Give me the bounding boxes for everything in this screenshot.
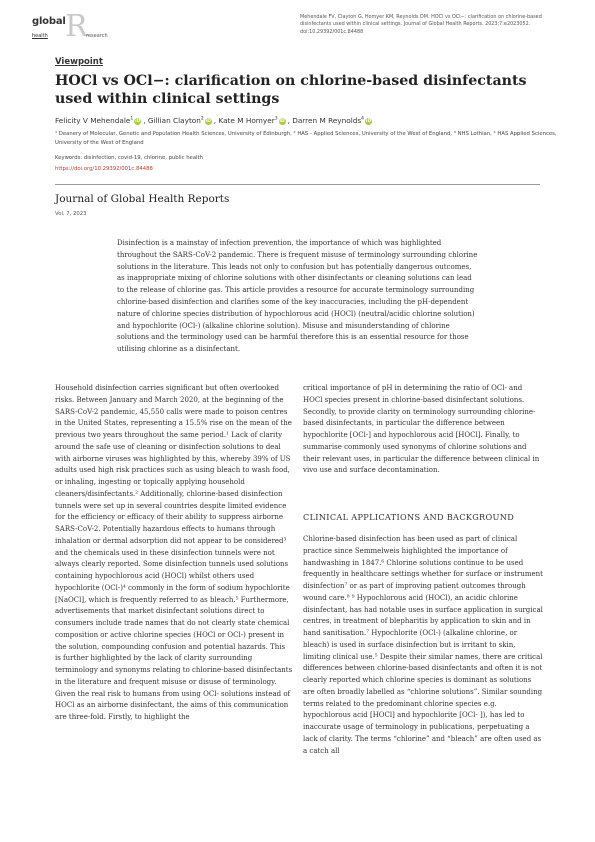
- author-name: Darren M Reynolds: [292, 116, 362, 125]
- body-column-left: Household disinfection carries significant but often overlooked risks. Between January and March 2020, at the beginning of the SARS-CoV-2 pandemic, 45,550 calls were made to poison centres in the United States, representing a 15.5% rise on the mean of the previous two years throughout the same period.¹ Lack of clarity around the safe use of cleaning or disinfection solutions to deal with airborne viruses was highlighted by this, whereby 39% of US adults used high risk practices such as using bleach to wash food, or inhaling, ingesting or topically applying household cleaners/disinfectants.² Additionally, chlorine-based disinfection tunnels were set up in several countries despite limited evidence for the efficiency or efficacy of their ability to suppress airborne SARS-CoV-2. Potentially hazardous effects to humans through inhalation or dermal adsorption did not appear to be considered³ and the chemicals used in these disinfection tunnels were not always clearly reported. Some disinfection tunnels used solutions containing hypochlorous acid (HOCl) whilst others used hypochlorite (OCl-)⁴ commonly in the form of sodium hypochlorite [NaOCl], which is frequently referred to as bleach.⁵ Furthermore, advertisements that market disinfectant solutions direct to consumers include trade names that do not clearly state chemical composition or active chlorine species (HOCl or OCl-) present in the solution, compounding confusion and potential hazards. This is further highlighted by the lack of clarity surrounding terminology and synonyms relating to chlorine-based disinfectants in the literature and frequent misuse or disuse of terminology. Given the real risk to humans from using OCl- solutions instead of HOCl as an airborne disinfectant, the aims of this communication are three-fold. Firstly, to highlight the: [55, 384, 293, 721]
- abstract: Disinfection is a mainstay of infection prevention, the importance of which was highlighted throughout the SARS-CoV-2 pandemic. There is frequent misuse of terminology surrounding chlorine solutions in the literature. This leads not only to confusion but has potentially dangerous outcomes, as inappropriate mixing of chlorine solutions with other disinfectants or cleaning solutions can lead to the release of chlorine gas. This article provides a resource for accurate terminology surrounding chlorine-based disinfection and clarifies some of the key inaccuracies, including the pH-dependent nature of chlorine species distribution of hypochlorous acid (HOCl) (neutral/acidic chlorine solution) and hypochlorite (OCl-) (alkaline chlorine solution). Misuse and misunderstanding of chlorine solutions and the terminology used can be harmful therefore this is an essential resource for those utilising chlorine as a disinfectant.: [117, 239, 478, 354]
- author-affil-sup: 2: [200, 116, 204, 122]
- author-affil-sup: 1: [130, 116, 134, 122]
- logo-word-health: health: [32, 33, 48, 39]
- journal-logo: [32, 9, 112, 44]
- logo-word-research: research: [86, 33, 108, 39]
- article-title: HOCl vs OCl−: clarification on chlorine-based disinfectants used within clinical settings: [55, 73, 527, 107]
- affiliations: ¹ Deanery of Molecular, Genetic and Population Health Sciences, University of Edinburgh, ² HAS - Applied Sciences, University of the West of England, ³ NHS Lothian, ⁴ HAS Applied Sciences, University of the West of England: [55, 131, 557, 146]
- author-affil-sup: 4: [361, 116, 365, 122]
- citation-text: Mehendale FV, Clayton G, Homyer KM, Reynolds DM. HOCl vs OCl−: clarification on chlorine-based disinfectants used within clinical settings. Journal of Global Health Reports. 2023;7:e2023052. doi:10.29392/001c.84488: [300, 14, 542, 35]
- journal-volume: Vol. 7, 2023: [55, 211, 87, 217]
- orcid-icon[interactable]: iD: [279, 119, 285, 124]
- author-name: Gillian Clayton: [147, 116, 201, 125]
- journal-name: Journal of Global Health Reports: [55, 193, 230, 205]
- divider: [55, 184, 540, 185]
- doi-link[interactable]: https://doi.org/10.29392/001c.84488: [55, 166, 153, 172]
- logo-word-global: global: [32, 16, 66, 27]
- section-label: Viewpoint: [55, 57, 103, 67]
- logo-letter: R: [65, 9, 88, 44]
- author-name: Felicity V Mehendale: [55, 116, 131, 125]
- body-column-right-bottom: Chlorine-based disinfection has been used as part of clinical practice since Semmelweis highlighted the importance of handwashing in 1847.⁶ Chlorine solutions continue to be used frequently in healthcare settings whether for surface or instrument disinfection⁷ or as part of improving patient outcomes through wound care.⁸ ⁹ Hypochlorous acid (HOCl), an acidic chlorine disinfectant, has had notable uses in surface application in surgical centres, in treatment of blepharitis by application to skin and in hand sanitisation.⁷ Hypochlorite (OCl-) (alkaline chlorine, or bleach) is used in surface disinfection but is irritant to skin, limiting clinical use.⁵ Despite their similar names, there are critical differences between chlorine-based disinfectants and often it is not clearly reported which chlorine species is dominant as solutions are often broadly labelled as “chlorine solutions”. Similar sounding terms related to the predominant chlorine species e.g. hypochlorous acid [HOCl] and hypochlorite [OCl- ]), has led to inaccurate usage of terminology in publications, perpetuating a lack of clarity. The terms “chlorine” and “bleach” are often used as a catch all: [303, 535, 543, 755]
- orcid-icon[interactable]: iD: [205, 119, 211, 124]
- author-list: Felicity V Mehendale$^1$ iD , Gillian Clayton$^2$ iD , Kate M Homyer$^3$ iD , Darren M Reynolds$^4$ iD: [55, 116, 372, 125]
- keywords: Keywords: disinfection, covid-19, chlorine, public health: [55, 155, 203, 161]
- section-heading: CLINICAL APPLICATIONS AND BACKGROUND: [303, 512, 515, 522]
- orcid-icon[interactable]: iD: [365, 119, 372, 124]
- author-name: Kate M Homyer: [218, 116, 275, 125]
- body-column-right-top: critical importance of pH in determining the ratio of OCl- and HOCl species present in chlorine-based disinfectant solutions. Secondly, to provide clarity on terminology surrounding chlorine-based disinfectants, in particular the difference between hypochlorite [OCl-] and hypochlorous acid [HOCl]. Finally, to summarise commonly used synonyms of chlorine solutions and their relevant uses, in particular the difference between clinical in vivo use and surface decontamination.: [303, 384, 540, 475]
- author-affil-sup: 3: [274, 116, 278, 122]
- orcid-icon[interactable]: iD: [135, 119, 141, 124]
